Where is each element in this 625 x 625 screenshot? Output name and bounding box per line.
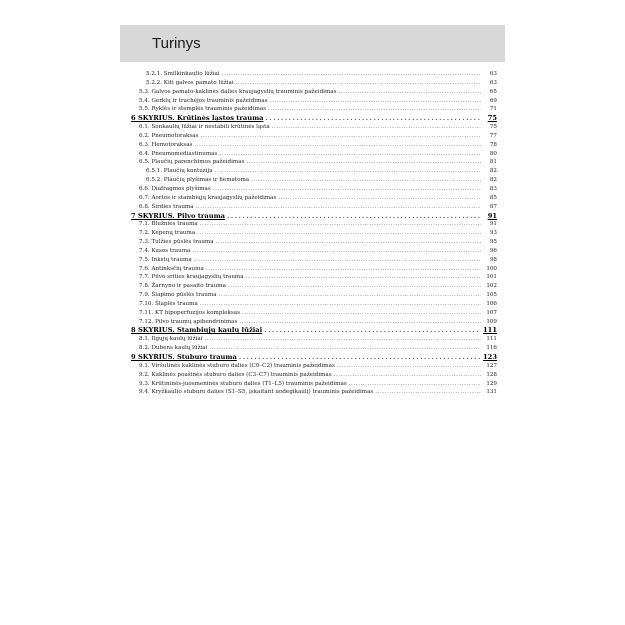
- toc-dot-leader: [239, 318, 481, 327]
- toc-page-number: 107: [486, 309, 497, 316]
- toc-entry-label: 8.2. Dubens kaulų lūžiai: [139, 345, 208, 352]
- toc-dot-leader: [338, 88, 481, 97]
- toc-dot-leader: [219, 291, 481, 300]
- toc-entry[interactable]: [131, 344, 497, 353]
- toc-page-number: 81: [489, 159, 497, 166]
- toc-page-number: 77: [489, 132, 497, 139]
- toc-entry-label: 7.1. Blužnies trauma: [139, 221, 198, 228]
- toc-dot-leader: [192, 247, 481, 256]
- toc-page-number: 85: [489, 194, 497, 201]
- toc-page-number: 91: [489, 221, 497, 228]
- toc-entry[interactable]: [131, 150, 497, 159]
- toc-dot-leader: [375, 388, 481, 397]
- toc-entry-label: 7.8. Žarnyno ir pasaito trauma: [139, 283, 226, 290]
- toc-dot-leader: [200, 300, 481, 309]
- toc-dot-leader: [349, 380, 481, 389]
- toc-dot-leader: [270, 97, 481, 106]
- toc-entry-label: 7 SKYRIUS. Pilvo trauma: [131, 211, 225, 220]
- toc-page-number: 82: [489, 177, 497, 184]
- toc-entry-label: 7.5. Inkstų trauma: [139, 256, 192, 263]
- toc-dot-leader: [242, 309, 481, 318]
- toc-page-number: 111: [483, 326, 497, 335]
- toc-entry[interactable]: [131, 158, 497, 167]
- toc-entry-label: 9.4. Kryžkaulio stuburo dalies (S1–S5, įskaitant uodegikaulį) trauminis pažeidimas: [139, 389, 374, 396]
- toc-page-number: 95: [489, 239, 497, 246]
- toc-dot-leader: [222, 70, 481, 79]
- toc-entry-label: 8 SKYRIUS. Stambiųjų kaulų lūžiai: [131, 326, 263, 335]
- toc-entry[interactable]: [131, 97, 497, 106]
- toc-chapter-entry[interactable]: [131, 114, 497, 123]
- toc-page-number: 129: [486, 380, 497, 387]
- toc-dot-leader: [206, 265, 481, 274]
- toc-dot-leader: [228, 282, 481, 291]
- toc-dot-leader: [246, 273, 481, 282]
- toc-entry[interactable]: [131, 141, 497, 150]
- toc-page-number: 63: [489, 71, 497, 77]
- toc-entry[interactable]: [131, 362, 497, 371]
- toc-dot-leader: [216, 238, 481, 247]
- toc-dot-leader: [272, 123, 481, 132]
- toc-page-number: 63: [489, 79, 497, 86]
- toc-entry[interactable]: [131, 282, 497, 291]
- toc-dot-leader: [205, 335, 482, 344]
- toc-dot-leader: [219, 150, 481, 159]
- toc-dot-leader: [264, 326, 481, 335]
- toc-entry-label: 7.3. Tulžies pūslės trauma: [139, 239, 214, 246]
- toc-entry[interactable]: [131, 371, 497, 380]
- toc-entry[interactable]: [131, 79, 497, 88]
- toc-page-number: 75: [487, 114, 497, 123]
- toc-page-number: 78: [489, 141, 497, 148]
- toc-entry-label: 6 SKYRIUS. Krūtinės ląstos trauma: [131, 114, 264, 123]
- toc-entry[interactable]: [131, 70, 497, 79]
- toc-entry-label: 5.2.2. Kiti galvos pamato lūžiai: [146, 79, 234, 86]
- toc-dot-leader: [194, 141, 481, 150]
- toc-entry-label: 6.3. Hemotoraksas: [139, 141, 193, 148]
- toc-entry-label: 5.4. Gerklų ir trachėjos trauminis pažeidimas: [139, 97, 268, 104]
- toc-entry-label: 7.12. Pilvo traumų apibendrinimas: [139, 318, 238, 325]
- toc-entry[interactable]: [131, 256, 497, 265]
- toc-page-number: 71: [489, 106, 497, 113]
- toc-page-number: 128: [486, 371, 497, 378]
- toc-page-number: 82: [489, 168, 497, 175]
- toc-entry-label: 7.9. Šlapimo pūslės trauma: [139, 292, 217, 299]
- toc-dot-leader: [194, 256, 481, 265]
- toc-dot-leader: [334, 371, 481, 380]
- toc-page-number: 96: [489, 247, 497, 254]
- header-band: [120, 25, 505, 62]
- toc-entry[interactable]: [131, 88, 497, 97]
- toc-entry[interactable]: [131, 238, 497, 247]
- toc-page-number: 91: [487, 211, 497, 220]
- toc-dot-leader: [337, 362, 481, 371]
- toc-dot-leader: [215, 167, 481, 176]
- toc-entry[interactable]: [131, 380, 497, 389]
- toc-dot-leader: [236, 79, 481, 88]
- toc-entry-label: 9.2. Kaklinės poašinės stuburo dalies (C3–C7) trauminis pažeidimas: [139, 371, 332, 378]
- toc-chapter-entry[interactable]: [131, 353, 497, 362]
- toc-entry-label: 6.8. Širdies trauma: [139, 203, 194, 210]
- toc-page-number: 105: [486, 292, 497, 299]
- toc-page-number: 111: [486, 336, 497, 343]
- toc-entry-label: 8.1. Ilgųjų kaulų lūžiai: [139, 336, 203, 343]
- toc-page-number: 80: [489, 150, 497, 157]
- toc-entry-label: 6.5. Plaučių parenchimos pažeidimas: [139, 159, 245, 166]
- toc-page-number: 131: [486, 389, 497, 396]
- toc-entry-label: 5.2.1. Smilkinkaulio lūžiai: [146, 71, 220, 77]
- toc-entry[interactable]: [131, 185, 497, 194]
- toc-entry-label: 6.5.2. Plaučių plyšimas ir hematoma: [146, 177, 250, 184]
- toc-entry[interactable]: [131, 318, 497, 327]
- toc-dot-leader: [201, 132, 482, 141]
- toc-entry-label: 9 SKYRIUS. Stuburo trauma: [131, 353, 237, 361]
- toc-entry[interactable]: [131, 388, 497, 397]
- toc-entry-label: 7.7. Pilvo srities kraujagyslių trauma: [139, 274, 244, 281]
- toc-dot-leader: [239, 353, 481, 362]
- toc-dot-leader: [251, 176, 481, 185]
- toc-entry-label: 6.6. Diafragmos plyšimas: [139, 185, 211, 192]
- toc-entry[interactable]: [131, 132, 497, 141]
- toc-page-number: 93: [489, 230, 497, 237]
- toc-page-number: 127: [486, 362, 497, 369]
- toc-entry-label: 7.6. Antinksčių trauma: [139, 265, 204, 272]
- toc-entry-label: 6.2. Pneumotoraksas: [139, 132, 199, 139]
- table-of-contents: [131, 70, 497, 397]
- toc-entry[interactable]: [131, 291, 497, 300]
- toc-entry[interactable]: [131, 300, 497, 309]
- toc-page-number: 102: [486, 283, 497, 290]
- toc-entry-label: 6.7. Aortos ir stambiųjų kraujagyslių pažeidimas: [139, 194, 277, 201]
- toc-page-number: 116: [486, 345, 497, 352]
- toc-page-number: 106: [486, 300, 497, 307]
- toc-dot-leader: [266, 114, 481, 123]
- toc-page-number: 123: [483, 353, 497, 361]
- toc-entry[interactable]: [131, 273, 497, 282]
- toc-entry-label: 9.3. Krūtininės-juosmeninės stuburo dalies (T1–L5) trauminis pažeidimas: [139, 380, 347, 387]
- toc-entry[interactable]: [131, 335, 497, 344]
- toc-entry[interactable]: [131, 123, 497, 132]
- toc-entry[interactable]: [131, 194, 497, 203]
- toc-dot-leader: [196, 203, 481, 212]
- toc-entry-label: 7.11. KT hipoperfuzijos kompleksas: [139, 309, 240, 316]
- toc-entry-label: 6.5.1. Plaučių kontuzija: [146, 168, 213, 175]
- toc-page-number: 100: [486, 265, 497, 272]
- toc-entry[interactable]: [131, 265, 497, 274]
- toc-page-number: 101: [486, 274, 497, 281]
- toc-entry[interactable]: [131, 176, 497, 185]
- toc-entry-label: 7.10. Šlaplės trauma: [139, 300, 198, 307]
- toc-chapter-entry[interactable]: [131, 212, 497, 221]
- toc-page-number: 87: [489, 203, 497, 210]
- toc-dot-leader: [213, 185, 481, 194]
- toc-entry[interactable]: [131, 220, 497, 229]
- toc-page-number: 75: [489, 124, 497, 131]
- toc-page-number: 98: [489, 256, 497, 263]
- toc-dot-leader: [278, 194, 481, 203]
- toc-dot-leader: [227, 212, 481, 221]
- toc-dot-leader: [268, 105, 481, 114]
- toc-entry[interactable]: [131, 167, 497, 176]
- toc-entry[interactable]: [131, 105, 497, 114]
- toc-entry[interactable]: [131, 309, 497, 318]
- toc-entry-label: 7.4. Kasos trauma: [139, 247, 191, 254]
- toc-entry[interactable]: [131, 229, 497, 238]
- toc-page-number: 83: [489, 185, 497, 192]
- toc-entry-label: 5.3. Galvos pamato-kaklinės dalies kraujagyslių trauminis pažeidimas: [139, 88, 337, 95]
- page-title: Turinys: [152, 35, 201, 52]
- toc-entry[interactable]: [131, 203, 497, 212]
- toc-chapter-entry[interactable]: [131, 326, 497, 335]
- toc-page-number: 69: [489, 97, 497, 104]
- toc-entry-label: 5.5. Ryklės ir stemplės trauminis pažeidimas: [139, 106, 267, 113]
- toc-dot-leader: [200, 220, 481, 229]
- toc-page-number: 65: [489, 88, 497, 95]
- toc-entry-label: 6.1. Sonkaulių lūžiai ir nestabili krūtinės ląsta: [139, 124, 270, 131]
- toc-page-number: 109: [486, 318, 497, 325]
- toc-dot-leader: [209, 344, 481, 353]
- toc-dot-leader: [246, 158, 481, 167]
- toc-entry-label: 7.2. Kepenų trauma: [139, 230, 196, 237]
- toc-dot-leader: [197, 229, 481, 238]
- toc-entry-label: 9.1. Viršutinės kaklinės stuburo dalies (C0–C2) trauminis pažeidimas: [139, 362, 335, 369]
- toc-entry-label: 6.4. Pneumomediastinumas: [139, 150, 218, 157]
- toc-entry[interactable]: [131, 247, 497, 256]
